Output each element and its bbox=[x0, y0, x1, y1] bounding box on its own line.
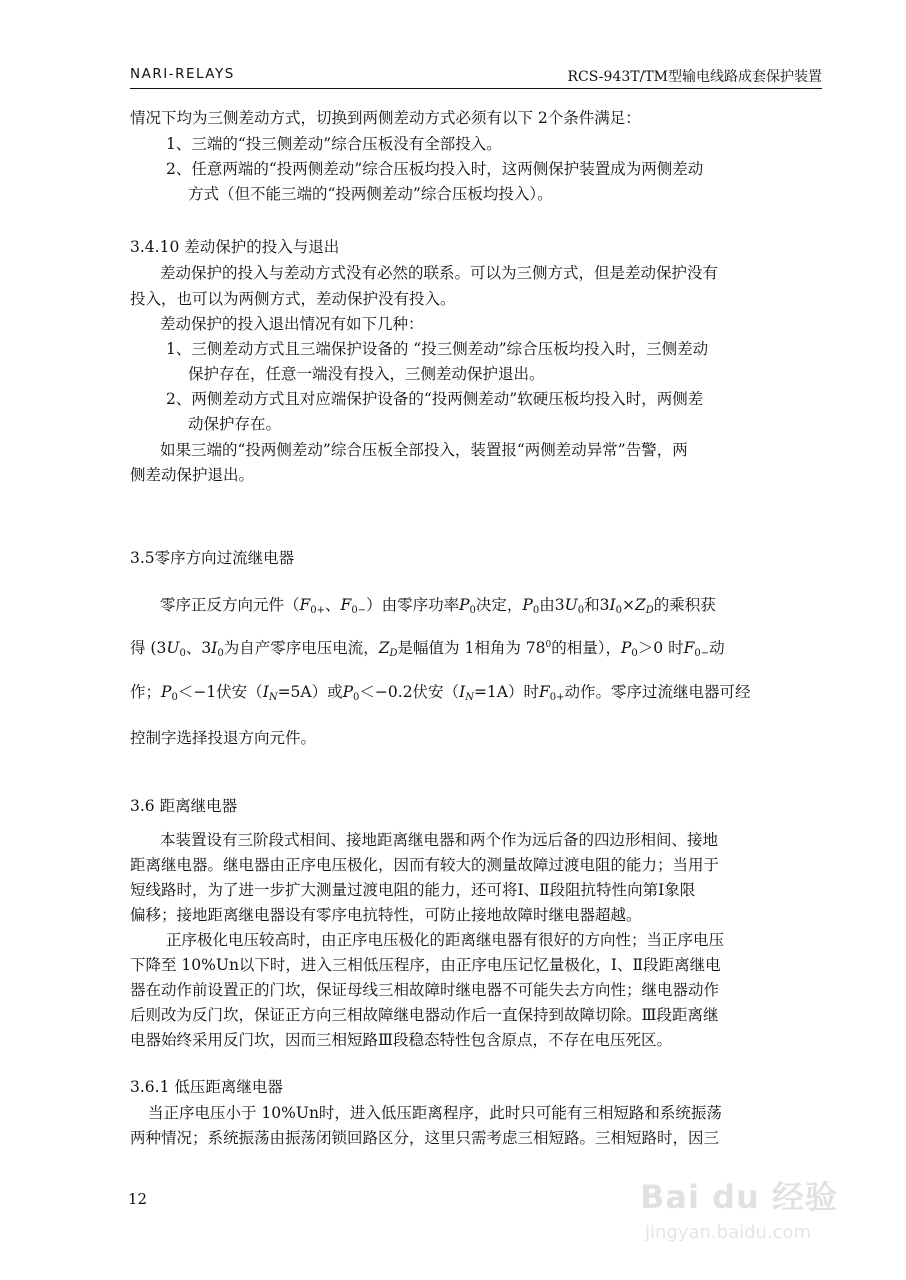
text-line: 控制字选择投退方向元件。 bbox=[130, 729, 317, 747]
watermark bbox=[640, 1172, 840, 1262]
text-line: 2、任意两端的“投两侧差动”综合压板均投入时，这两侧保护装置成为两侧差动 bbox=[166, 160, 704, 178]
text-line: 1、三侧差动方式且三端保护设备的 “投三侧差动”综合压板均投入时，三侧差动 bbox=[166, 340, 709, 358]
text-line: 电器始终采用反门坎，因而三相短路Ⅲ段稳态特性包含原点，不存在电压死区。 bbox=[130, 1031, 672, 1049]
text-line: 差动保护的投入退出情况有如下几种： bbox=[160, 315, 424, 333]
section-heading: 3.5零序方向过流继电器 bbox=[130, 549, 295, 567]
watermark-url: jingyan.baidu.com bbox=[645, 1222, 812, 1243]
formula-line: 作；$P_0<-1$伏安$(I_N=5A)$或$P_0<-0.2$伏安$(I_N=1A)$时$F_{0+}$动作。零序过流继电器可经 bbox=[130, 683, 751, 703]
text-line: 本装置设有三阶段式相间、接地距离继电器和两个作为远后备的四边形相间、接地 bbox=[160, 831, 719, 849]
text-line: 当正序电压小于 10%Un时，进入低压距离程序，此时只可能有三相短路和系统振荡 bbox=[148, 1104, 722, 1122]
section-heading: 3.4.10 差动保护的投入与退出 bbox=[130, 238, 340, 256]
formula-line: 得 ($3U_0$、$3I_0$为自产零序电压电流，$Z_D$是幅值为 1相角为 $78^0$的相量），$P_0>0$ 时$F_{0-}$动 bbox=[130, 639, 725, 659]
header-title: RCS-943T/TM型输电线路成套保护装置 bbox=[567, 69, 822, 85]
text-line: 1、三端的“投三侧差动”综合压板没有全部投入。 bbox=[166, 135, 502, 153]
text-line: 下降至 10%Un以下时，进入三相低压程序，由正序电压记忆量极化，Ⅰ、Ⅱ段距离继电 bbox=[130, 956, 721, 974]
text-line: 侧差动保护退出。 bbox=[130, 466, 255, 484]
text-line: 如果三端的“投两侧差动”综合压板全部投入，装置报“两侧差动异常”告警，两 bbox=[160, 441, 688, 459]
text-line: 距离继电器。继电器由正序电压极化，因而有较大的测量故障过渡电阻的能力；当用于 bbox=[130, 856, 720, 874]
header-brand: NARI-RELAYS bbox=[130, 66, 235, 82]
text-line: 偏移；接地距离继电器设有零序电抗特性，可防止接地故障时继电器超越。 bbox=[130, 906, 642, 924]
text-line: 正序极化电压较高时，由正序电压极化的距离继电器有很好的方向性；当正序电压 bbox=[166, 931, 725, 949]
text-line: 动保护存在。 bbox=[188, 415, 282, 433]
text-line: 情况下均为三侧差动方式，切换到两侧差动方式必须有以下 2个条件满足： bbox=[130, 109, 641, 127]
baidu-logo-icon: Bai du 经验 bbox=[640, 1178, 838, 1216]
text-line: 短线路时，为了进一步扩大测量过渡电阻的能力，还可将Ⅰ、Ⅱ段阻抗特性向第Ⅰ象限 bbox=[130, 881, 696, 899]
text-line: 投入，也可以为两侧方式，差动保护没有投入。 bbox=[130, 290, 456, 308]
section-heading: 3.6 距离继电器 bbox=[130, 797, 238, 815]
text-line: 后则改为反门坎，保证正方向三相故障继电器动作后一直保持到故障切除。Ⅲ段距离继 bbox=[130, 1006, 719, 1024]
text-line: 器在动作前设置正的门坎，保证母线三相故障时继电器不可能失去方向性；继电器动作 bbox=[130, 981, 720, 999]
text-line: 两种情况；系统振荡由振荡闭锁回路区分，这里只需考虑三相短路。三相短路时，因三 bbox=[130, 1129, 720, 1147]
text-line: 差动保护的投入与差动方式没有必然的联系。可以为三侧方式，但是差动保护没有 bbox=[160, 264, 719, 282]
text-line: 方式（但不能三端的“投两侧差动”综合压板均投入）。 bbox=[188, 185, 553, 203]
text-line: 2、两侧差动方式且对应端保护设备的“投两侧差动”软硬压板均投入时，两侧差 bbox=[166, 390, 704, 408]
formula-line: 零序正反方向元件（$F_{0+}$、$F_{0-}$）由零序功率$P_0$决定，$P_0$由$3U_0$和$3I_0\times Z_D$的乘积获 bbox=[160, 596, 716, 616]
section-heading: 3.6.1 低压距离继电器 bbox=[130, 1078, 283, 1096]
text-line: 保护存在，任意一端没有投入，三侧差动保护退出。 bbox=[188, 365, 545, 383]
page-number: 12 bbox=[128, 1190, 148, 1208]
page-header bbox=[130, 60, 822, 89]
